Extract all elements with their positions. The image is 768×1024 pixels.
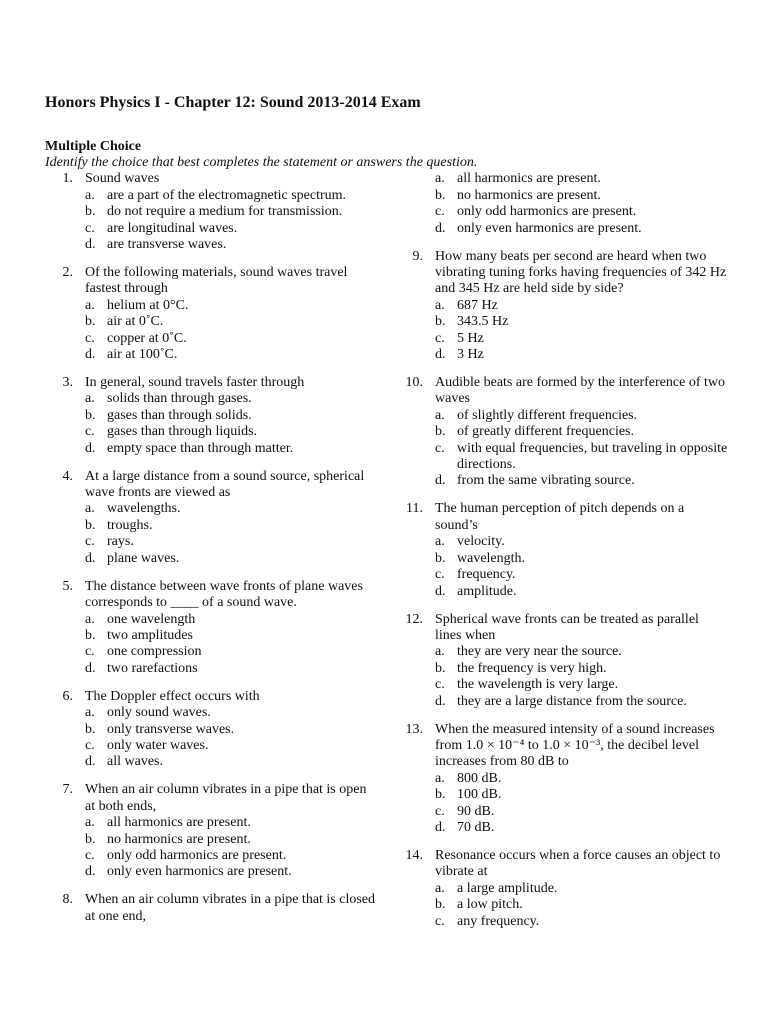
answer-option [435,787,735,803]
right-column [395,171,735,941]
option-text: 70 dB. [457,819,495,835]
question-number: 4. [62,468,73,484]
answer-option [435,771,735,787]
option-letter: d. [85,237,96,253]
question-body [85,171,385,253]
option-letter: a. [85,501,95,517]
answer-option [85,237,385,253]
option-letter: a. [435,171,445,187]
answer-option [85,518,385,534]
option-text: all harmonics are present. [107,815,251,831]
option-letter: c. [435,567,445,583]
answer-option [85,204,385,220]
option-text: gases than through solids. [107,407,252,423]
option-text: one compression [107,644,202,660]
option-letter: b. [435,187,446,203]
question-body [85,579,385,677]
option-text: only odd harmonics are present. [107,847,287,863]
question-4 [45,469,385,567]
option-text: of slightly different frequencies. [457,407,638,423]
option-text: rays. [107,534,134,550]
option-text: 343.5 Hz [457,314,509,330]
question-8 [45,892,385,925]
option-letter: a. [85,705,95,721]
answer-option [85,738,385,754]
option-letter: c. [435,913,445,929]
answer-option [435,331,735,347]
option-text: copper at 0˚C. [107,330,187,346]
question-body [435,612,735,710]
option-text: solids than through gases. [107,391,252,407]
answer-option [435,804,735,820]
answer-option [85,612,385,628]
question-10 [395,375,735,490]
question-number: 12. [405,611,423,627]
question-text: The distance between wave fronts of plane waves corresponds to ____ of a sound wave. [85,578,363,611]
question-number: 6. [62,688,73,704]
option-letter: b. [85,204,96,220]
answer-option [85,408,385,424]
option-text: with equal frequencies, but traveling in opposite directions. [457,440,728,473]
question-number: 5. [62,578,73,594]
option-text: are a part of the electromagnetic spectrum. [107,187,347,203]
option-text: only even harmonics are present. [107,864,292,880]
question-1 [45,171,385,253]
answer-option [85,722,385,738]
option-text: only odd harmonics are present. [457,204,637,220]
question-body [435,375,735,490]
option-text: wavelength. [457,550,526,566]
question-12 [395,612,735,710]
option-text: only transverse waves. [107,721,235,737]
option-text: the frequency is very high. [457,660,607,676]
option-letter: c. [435,803,445,819]
answer-option [435,644,735,660]
option-letter: d. [435,693,446,709]
option-letter: a. [85,297,95,313]
option-text: frequency. [457,567,516,583]
answer-option [85,188,385,204]
option-text: velocity. [457,534,505,550]
option-text: all harmonics are present. [457,171,601,187]
option-letter: d. [435,819,446,835]
option-letter: b. [85,517,96,533]
answer-options [85,391,385,457]
question-text: At a large distance from a sound source, spherical wave fronts are viewed as [85,468,365,501]
question-body [435,722,735,837]
question-text: When an air column vibrates in a pipe that is open at both ends, [85,782,367,814]
answer-option [435,820,735,836]
question-number: 3. [62,375,73,391]
answer-option [435,347,735,363]
answer-options [435,534,735,600]
question-body [435,501,735,599]
section-heading: Multiple Choice [45,138,142,154]
option-letter: b. [85,407,96,423]
option-text: only even harmonics are present. [457,220,642,236]
option-text: are transverse waves. [107,237,227,253]
answer-option [435,584,735,600]
option-letter: b. [85,314,96,330]
option-letter: d. [435,583,446,599]
option-text: one wavelength [107,611,196,627]
answer-options [435,408,735,490]
question-body [435,171,735,237]
option-letter: d. [85,754,96,770]
option-text: they are very near the source. [457,644,622,660]
answer-option [85,644,385,660]
answer-options [435,298,735,364]
answer-option [435,441,735,474]
answer-option [85,331,385,347]
option-letter: c. [435,330,445,346]
option-letter: c. [85,847,95,863]
option-letter: d. [85,440,96,456]
option-letter: b. [85,831,96,847]
answer-option [435,188,735,204]
answer-options [85,298,385,364]
option-letter: d. [85,864,96,880]
answer-option [85,628,385,644]
answer-options [435,881,735,930]
left-column [45,171,385,936]
answer-option [435,408,735,424]
option-letter: b. [85,721,96,737]
option-text: no harmonics are present. [457,187,601,203]
option-text: two rarefactions [107,660,198,676]
option-text: 100 dB. [457,787,502,803]
option-letter: c. [85,424,95,440]
answer-options [85,612,385,678]
question-13 [395,722,735,837]
question-text: Spherical wave fronts can be treated as parallel lines when [435,611,699,643]
option-text: from the same vibrating source. [457,473,635,489]
exam-title: Honors Physics I - Chapter 12: Sound 2013-2014 Exam [45,94,421,111]
question-text: Sound waves [85,171,160,187]
answer-option [85,832,385,848]
option-letter: c. [85,220,95,236]
option-letter: c. [435,204,445,220]
option-text: 687 Hz [457,297,498,313]
answer-options [85,815,385,881]
answer-option [435,473,735,489]
answer-option [435,677,735,693]
option-text: wavelengths. [107,501,181,517]
question-8-options-continued [395,171,735,237]
option-letter: b. [85,627,96,643]
question-number: 1. [62,171,73,187]
option-letter: a. [85,611,95,627]
question-number: 8. [62,892,73,908]
option-text: 800 dB. [457,770,502,786]
option-text: empty space than through matter. [107,440,294,456]
option-letter: a. [435,644,445,660]
option-letter: d. [435,473,446,489]
option-text: a large amplitude. [457,880,558,896]
option-text: only sound waves. [107,705,211,721]
option-letter: a. [85,815,95,831]
option-letter: a. [435,770,445,786]
question-number: 14. [405,847,423,863]
question-5 [45,579,385,677]
answer-options [85,705,385,771]
option-text: amplitude. [457,583,517,599]
question-9 [395,249,735,364]
question-body [85,265,385,363]
answer-option [435,204,735,220]
option-letter: d. [85,347,96,363]
question-11 [395,501,735,599]
question-text: In general, sound travels faster through [85,375,305,391]
question-body [85,469,385,567]
answer-options [435,171,735,237]
option-letter: b. [435,314,446,330]
answer-option [435,694,735,710]
answer-option [435,424,735,440]
option-text: all waves. [107,754,163,770]
option-letter: b. [435,660,446,676]
option-text: the wavelength is very large. [457,677,619,693]
option-text: 3 Hz [457,347,484,363]
answer-option [85,424,385,440]
question-text: The human perception of pitch depends on a sound’s [435,501,685,533]
option-letter: c. [85,330,95,346]
option-text: they are a large distance from the source. [457,693,687,709]
question-number: 13. [405,721,423,737]
option-text: a low pitch. [457,897,523,913]
option-letter: a. [85,391,95,407]
answer-option [435,314,735,330]
question-text: Audible beats are formed by the interference of two waves [435,375,725,407]
answer-option [85,864,385,880]
option-text: gases than through liquids. [107,424,258,440]
option-letter: c. [85,737,95,753]
option-text: troughs. [107,517,153,533]
option-text: only water waves. [107,737,209,753]
question-2 [45,265,385,363]
question-number: 2. [62,265,73,281]
option-letter: a. [435,534,445,550]
question-text: Of the following materials, sound waves travel fastest through [85,265,348,297]
question-text: The Doppler effect occurs with [85,688,260,704]
question-7 [45,782,385,880]
option-text: no harmonics are present. [107,831,251,847]
option-letter: c. [85,644,95,660]
answer-option [85,441,385,457]
answer-option [85,754,385,770]
answer-option [85,391,385,407]
answer-option [85,221,385,237]
answer-options [85,501,385,567]
question-body [435,249,735,364]
question-body [85,892,385,925]
answer-option [435,298,735,314]
question-text: How many beats per second are heard when two vibrating tuning forks having frequencies of 342 Hz and 345 Hz are held side by side? [435,248,727,297]
answer-option [435,881,735,897]
answer-options [435,644,735,710]
answer-option [85,298,385,314]
option-letter: d. [85,660,96,676]
option-letter: b. [435,897,446,913]
option-letter: d. [85,550,96,566]
question-14 [395,848,735,930]
question-6 [45,689,385,771]
answer-option [85,848,385,864]
option-letter: c. [435,677,445,693]
option-text: plane waves. [107,550,180,566]
answer-option [85,815,385,831]
option-text: are longitudinal waves. [107,220,238,236]
answer-option [85,705,385,721]
question-text: Resonance occurs when a force causes an object to vibrate at [435,847,721,880]
instructions: Identify the choice that best completes the statement or answers the question. [45,155,478,170]
option-letter: d. [435,347,446,363]
answer-option [435,551,735,567]
answer-option [85,661,385,677]
option-letter: d. [435,220,446,236]
option-text: two amplitudes [107,627,193,643]
answer-option [85,551,385,567]
question-text: When the measured intensity of a sound increases from 1.0 × 10⁻⁴ to 1.0 × 10⁻³, the decibel level increases from 80 dB to [435,721,715,770]
question-body [85,782,385,880]
question-3 [45,375,385,457]
answer-option [435,567,735,583]
option-letter: b. [435,550,446,566]
answer-option [85,314,385,330]
answer-option [435,661,735,677]
answer-option [435,897,735,913]
answer-option [435,914,735,930]
question-number: 10. [405,375,423,391]
answer-option [435,171,735,187]
option-text: do not require a medium for transmission. [107,204,343,220]
option-text: air at 100˚C. [107,347,178,363]
option-letter: a. [435,407,445,423]
answer-option [435,221,735,237]
answer-option [435,534,735,550]
option-letter: b. [435,787,446,803]
option-text: any frequency. [457,913,540,929]
option-letter: a. [435,880,445,896]
answer-option [85,501,385,517]
option-letter: a. [85,187,95,203]
option-text: 90 dB. [457,803,495,819]
question-number: 7. [62,782,73,798]
option-text: helium at 0°C. [107,297,189,313]
answer-options [435,771,735,837]
question-body [85,375,385,457]
question-body [435,848,735,930]
answer-option [85,534,385,550]
question-number: 11. [406,501,423,517]
question-text: When an air column vibrates in a pipe that is closed at one end, [85,892,376,924]
option-text: of greatly different frequencies. [457,424,634,440]
option-letter: a. [435,297,445,313]
option-letter: c. [85,534,95,550]
question-number: 9. [412,248,423,264]
option-letter: b. [435,424,446,440]
answer-options [85,188,385,254]
option-text: air at 0˚C. [107,314,164,330]
question-body [85,689,385,771]
option-text: 5 Hz [457,330,484,346]
answer-option [85,347,385,363]
option-letter: c. [435,440,445,456]
